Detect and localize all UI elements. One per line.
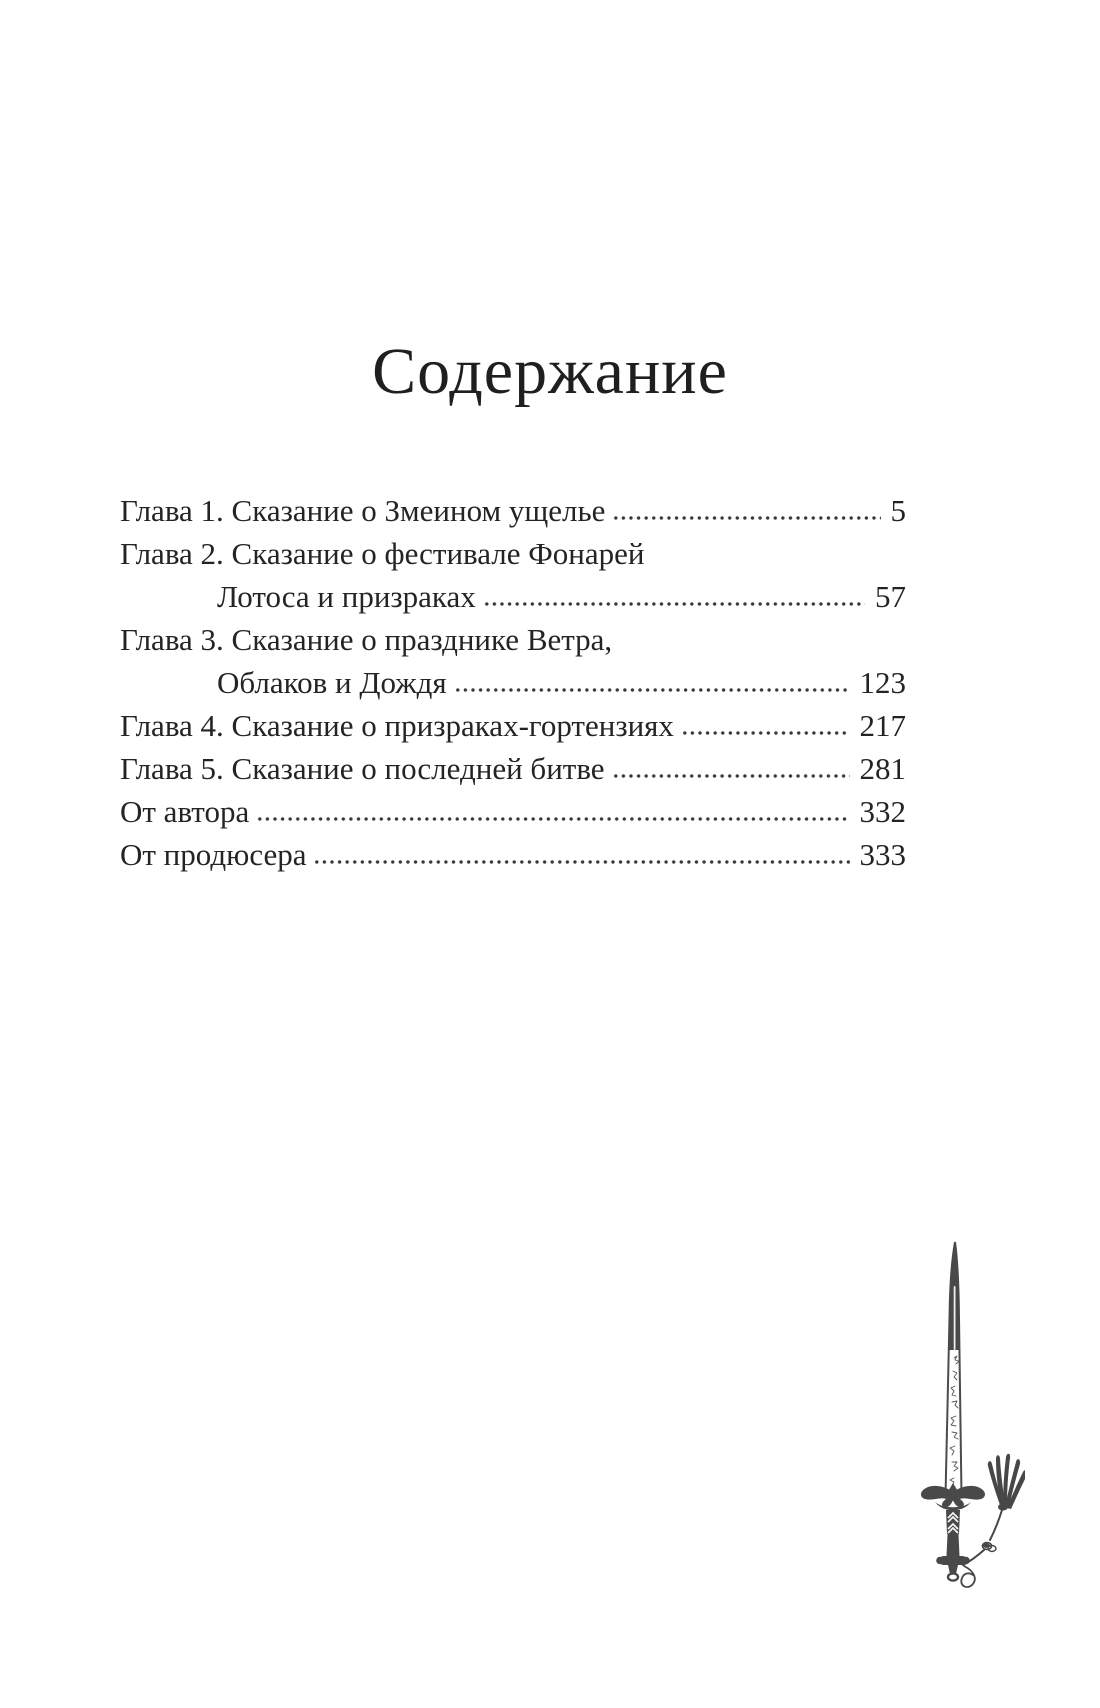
dot-leader	[612, 773, 850, 779]
sword-tassel	[961, 1454, 1025, 1587]
sword-grip	[946, 1510, 960, 1556]
dot-leader	[681, 730, 850, 736]
toc-page-number: 57	[875, 579, 906, 614]
toc-entry-title: Облаков и Дождя	[217, 665, 447, 700]
toc-page-number: 281	[859, 751, 906, 786]
toc-entry-title: От автора	[120, 794, 250, 829]
toc-entry-title: Глава 5. Сказание о последней битве	[120, 751, 605, 786]
dot-leader	[483, 601, 865, 607]
toc-entry-title: От продюсера	[120, 837, 307, 872]
toc-entry	[120, 790, 906, 833]
toc-entry	[120, 618, 906, 661]
toc-entry-title: Глава 1. Сказание о Змеином ущелье	[120, 493, 606, 528]
toc-title: Содержание	[372, 335, 728, 408]
dot-leader	[313, 859, 849, 865]
toc-entry	[120, 489, 906, 532]
dot-leader	[454, 687, 850, 693]
toc-page-number: 5	[890, 493, 906, 528]
toc-entry-title: Глава 3. Сказание о празднике Ветра,	[120, 622, 613, 657]
toc-entry-title: Глава 4. Сказание о призраках-гортензиях	[120, 708, 674, 743]
dot-leader	[612, 515, 880, 521]
toc-entry-title: Глава 2. Сказание о фестивале Фонарей	[120, 536, 645, 571]
toc-page-number: 333	[859, 837, 906, 872]
toc-entry	[120, 532, 906, 575]
toc-page-number: 332	[859, 794, 906, 829]
toc-entry	[120, 704, 906, 747]
sword-blade	[946, 1242, 962, 1496]
sword-pommel	[936, 1556, 970, 1581]
toc-page-number: 123	[859, 665, 906, 700]
toc-entry-continuation	[120, 575, 906, 618]
sword-illustration	[845, 1226, 1025, 1594]
toc-entry	[120, 833, 906, 876]
toc-entry	[120, 747, 906, 790]
toc-list	[120, 489, 906, 876]
toc-entry-title: Лотоса и призраках	[217, 579, 476, 614]
dot-leader	[256, 816, 849, 822]
sword-guard	[921, 1483, 985, 1510]
toc-entry-continuation	[120, 661, 906, 704]
toc-page-number: 217	[859, 708, 906, 743]
